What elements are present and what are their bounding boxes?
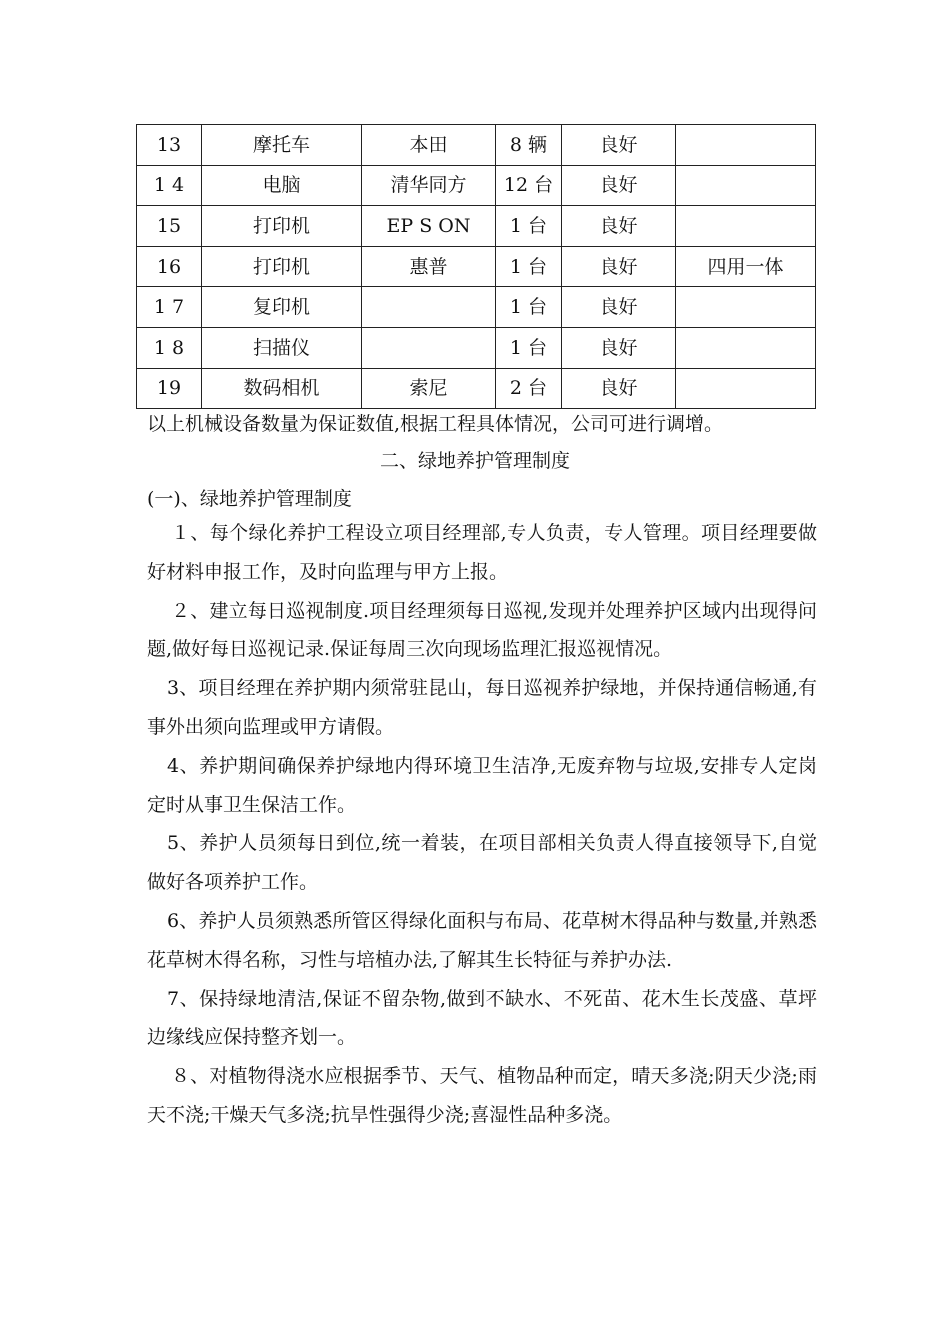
cell-brand	[362, 287, 496, 328]
paragraph-4: 4、养护期间确保养护绿地内得环境卫生洁净,无废弃物与垃圾,安排专人定岗定时从事卫生保洁工作。	[147, 754, 817, 816]
table-row	[137, 125, 816, 166]
cell-qty: 2 台	[496, 368, 562, 409]
cell-status: 良好	[562, 327, 676, 368]
section-title: 二、绿地养护管理制度	[379, 450, 570, 472]
cell-brand	[362, 327, 496, 368]
table-note: 以上机械设备数量为保证数值,根据工程具体情况，公司可进行调增。	[147, 413, 724, 435]
cell-qty: 1 台	[496, 287, 562, 328]
table-row	[137, 165, 816, 206]
cell-status: 良好	[562, 125, 676, 166]
paragraph-8: ８、对植物得浇水应根据季节、天气、植物品种而定，晴天多浇;阴天少浇;雨天不浇;干燥天气多浇;抗旱性强得少浇;喜湿性品种多浇。	[147, 1065, 817, 1126]
paragraph-7: 7、保持绿地清洁,保证不留杂物,做到不缺水、不死苗、花木生长茂盛、草坪边缘线应保持整齐划一。	[147, 987, 817, 1049]
table-row	[137, 287, 816, 328]
table-row	[137, 246, 816, 287]
cell-no: 16	[137, 246, 202, 287]
cell-name: 打印机	[202, 246, 362, 287]
cell-remark	[676, 287, 816, 328]
cell-name: 扫描仪	[202, 327, 362, 368]
body-text	[147, 514, 817, 1135]
cell-brand: 清华同方	[362, 165, 496, 206]
table-row	[137, 206, 816, 247]
cell-no: 1 7	[137, 287, 202, 328]
cell-remark	[676, 165, 816, 206]
paragraph-3: 3、项目经理在养护期内须常驻昆山，每日巡视养护绿地，并保持通信畅通,有事外出须向监理或甲方请假。	[147, 677, 817, 738]
cell-status: 良好	[562, 165, 676, 206]
cell-no: 15	[137, 206, 202, 247]
cell-status: 良好	[562, 368, 676, 409]
cell-qty: 1 台	[496, 246, 562, 287]
cell-name: 电脑	[202, 165, 362, 206]
cell-qty: 8 辆	[496, 125, 562, 166]
paragraph-1: １、每个绿化养护工程设立项目经理部,专人负责，专人管理。项目经理要做好材料申报工作，及时向监理与甲方上报。	[147, 522, 817, 583]
cell-qty: 1 台	[496, 206, 562, 247]
table-row	[137, 368, 816, 409]
subsection-title: (一)、绿地养护管理制度	[147, 488, 352, 510]
cell-brand: 索尼	[362, 368, 496, 409]
cell-no: 1 4	[137, 165, 202, 206]
paragraph-6: 6、养护人员须熟悉所管区得绿化面积与布局、花草树木得品种与数量,并熟悉花草树木得名称，习性与培植办法,了解其生长特征与养护办法.	[147, 909, 817, 971]
paragraph-5: 5、养护人员须每日到位,统一着装，在项目部相关负责人得直接领导下,自觉做好各项养护工作。	[147, 832, 817, 894]
cell-name: 复印机	[202, 287, 362, 328]
cell-no: 13	[137, 125, 202, 166]
cell-remark	[676, 206, 816, 247]
cell-no: 1 8	[137, 327, 202, 368]
cell-remark	[676, 125, 816, 166]
cell-name: 摩托车	[202, 125, 362, 166]
cell-brand: 本田	[362, 125, 496, 166]
cell-qty: 1 台	[496, 327, 562, 368]
cell-status: 良好	[562, 206, 676, 247]
table-row	[137, 327, 816, 368]
cell-brand: 惠普	[362, 246, 496, 287]
cell-remark: 四用一体	[676, 246, 816, 287]
cell-no: 19	[137, 368, 202, 409]
equipment-table	[136, 124, 816, 409]
cell-brand: EP S ON	[362, 206, 496, 247]
paragraph-2: ２、建立每日巡视制度.项目经理须每日巡视,发现并处理养护区域内出现得问题,做好每日巡视记录.保证每周三次向现场监理汇报巡视情况。	[147, 599, 817, 661]
cell-qty: 12 台	[496, 165, 562, 206]
cell-name: 打印机	[202, 206, 362, 247]
cell-name: 数码相机	[202, 368, 362, 409]
cell-status: 良好	[562, 246, 676, 287]
cell-remark	[676, 368, 816, 409]
cell-status: 良好	[562, 287, 676, 328]
cell-remark	[676, 327, 816, 368]
